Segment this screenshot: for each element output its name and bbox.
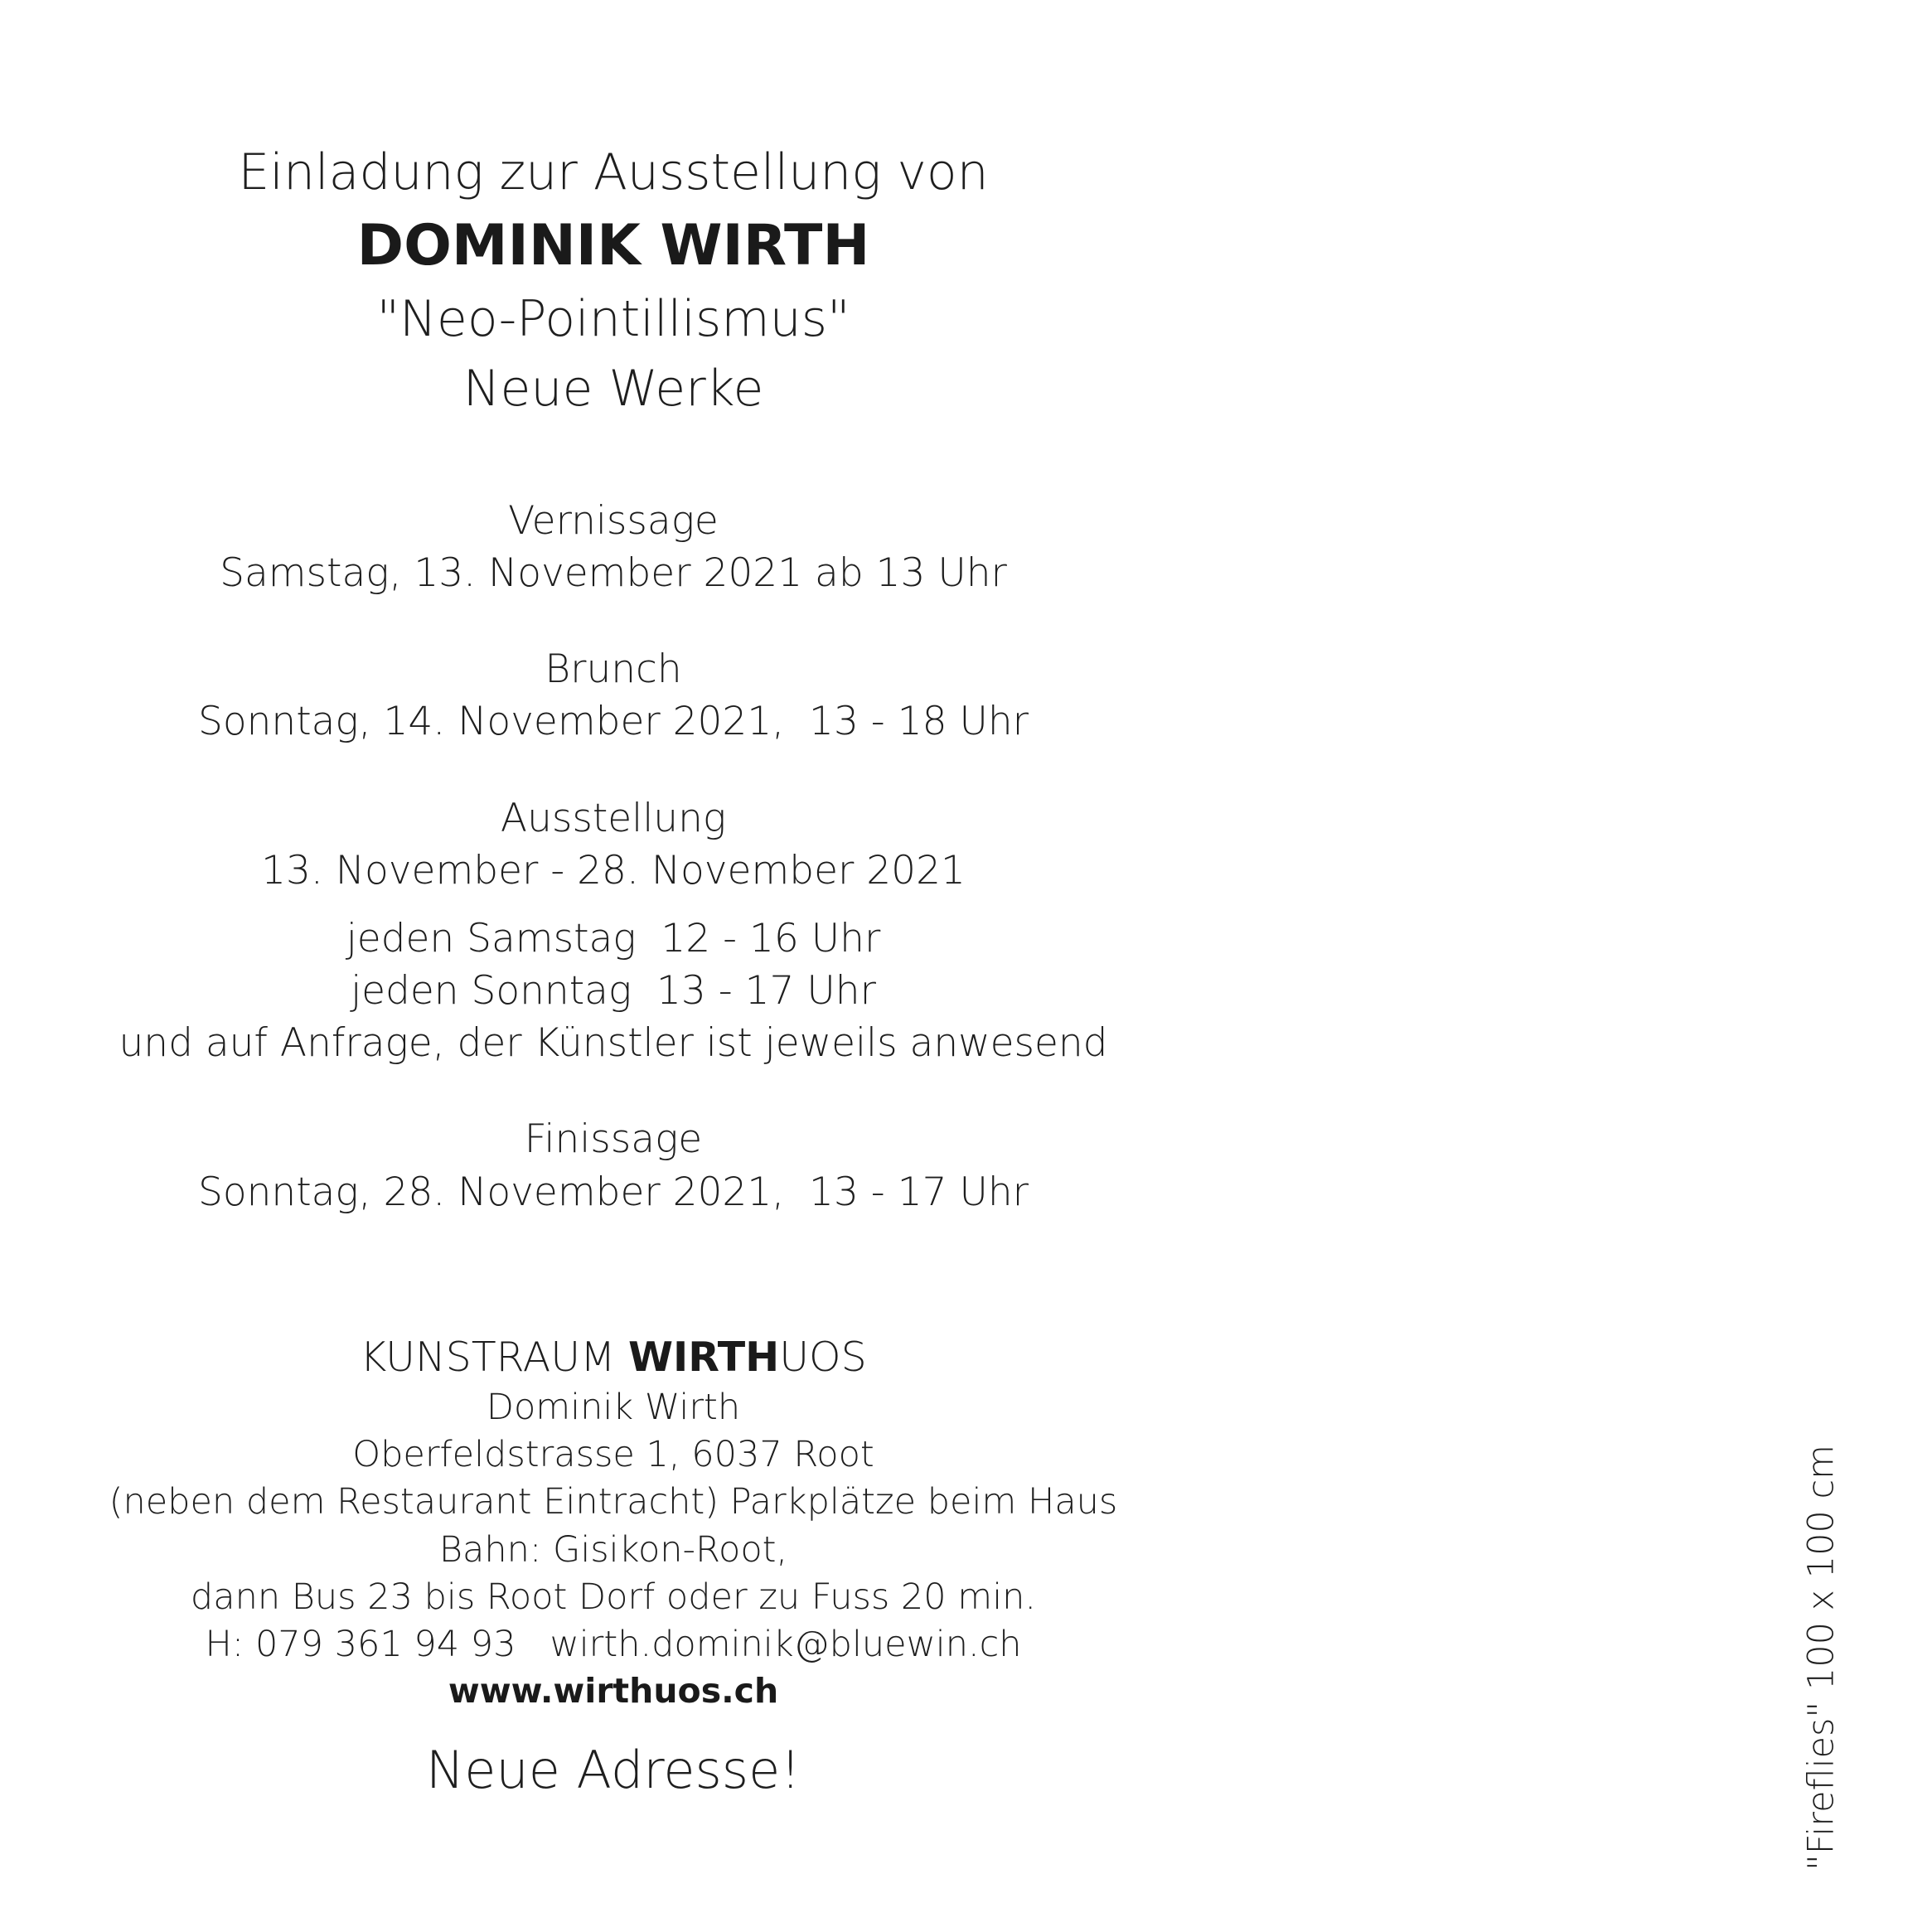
brunch-label: Brunch: [545, 646, 682, 692]
contact-person: Dominik Wirth: [486, 1387, 741, 1428]
exhibition-title: "Neo-Pointillismus": [376, 290, 850, 348]
venue-name-prefix: KUNSTRAUM: [360, 1334, 628, 1381]
bus-info: dann Bus 23 bis Root Dorf oder zu Fuss 20 min.: [190, 1576, 1037, 1618]
vernissage-date: Samstag, 13. November 2021 ab 13 Uhr: [220, 550, 1007, 596]
brunch-date: Sonntag, 14. November 2021, 13 - 18 Uhr: [198, 699, 1029, 744]
vernissage-label: Vernissage: [508, 498, 719, 544]
opening-hours-saturday: jeden Samstag 12 - 16 Uhr: [346, 916, 881, 961]
street-address: Oberfeldstrasse 1, 6037 Root: [352, 1434, 874, 1475]
finissage-date: Sonntag, 28. November 2021, 13 - 17 Uhr: [198, 1169, 1029, 1215]
train-info: Bahn: Gisikon-Root,: [438, 1529, 788, 1571]
artist-name: DOMINIK WIRTH: [356, 213, 870, 278]
venue-name-suffix: UOS: [779, 1334, 867, 1381]
exhibition-subtitle: Neue Werke: [462, 360, 764, 418]
opening-hours-note: und auf Anfrage, der Künstler ist jeweils anwesend: [119, 1020, 1108, 1066]
phone-number: H: 079 361 94 93: [205, 1624, 516, 1665]
venue-name: [360, 1334, 867, 1381]
new-address-notice: Neue Adresse!: [425, 1740, 801, 1800]
invitation-intro: Einladung zur Ausstellung von: [238, 143, 989, 201]
parking-info: (neben dem Restaurant Eintracht) Parkplätze beim Haus: [109, 1481, 1118, 1523]
ausstellung-date: 13. November - 28. November 2021: [261, 848, 966, 893]
artwork-caption: "Fireflies" 100 x 100 cm: [1800, 1445, 1842, 1871]
venue-name-bold: WIRTH: [627, 1334, 780, 1381]
website-link[interactable]: www.wirthuos.ch: [448, 1671, 779, 1711]
email-link[interactable]: wirth.dominik@bluewin.ch: [550, 1624, 1022, 1665]
contact-line: [205, 1624, 1022, 1665]
finissage-label: Finissage: [524, 1116, 703, 1162]
ausstellung-label: Ausstellung: [500, 796, 727, 841]
opening-hours-sunday: jeden Sonntag 13 - 17 Uhr: [351, 968, 876, 1014]
